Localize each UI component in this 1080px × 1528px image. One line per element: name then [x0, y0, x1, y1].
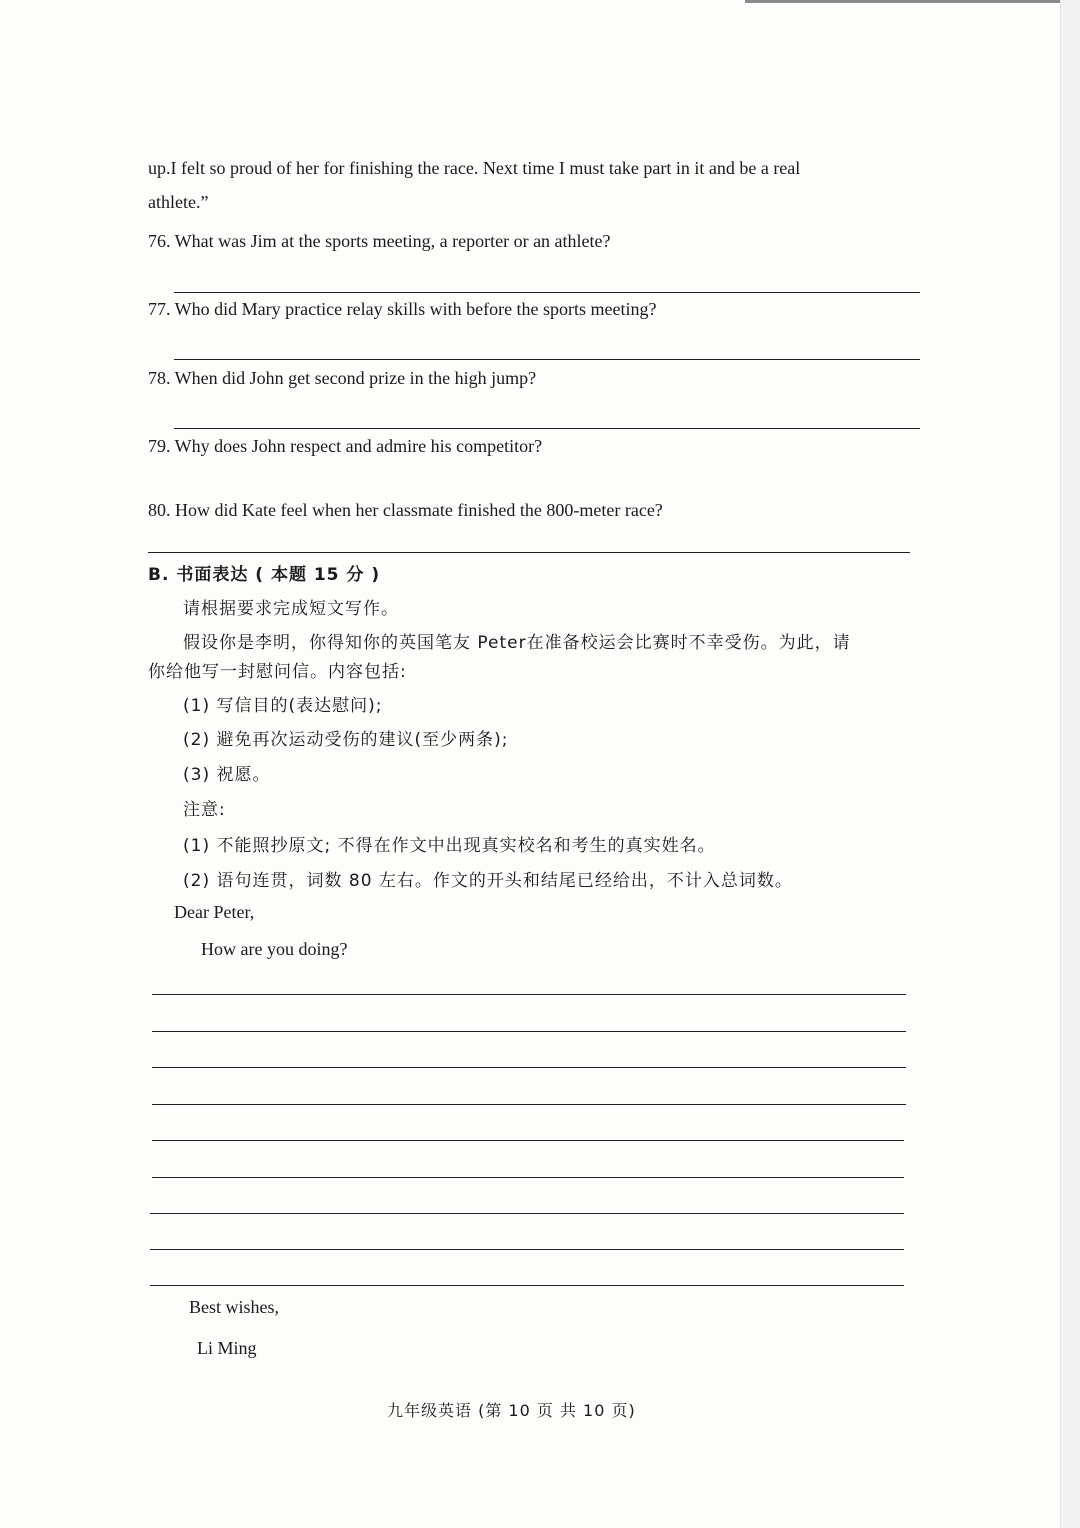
- writing-line[interactable]: [150, 1249, 904, 1250]
- page-footer: 九年级英语 (第 10 页 共 10 页): [387, 1401, 636, 1420]
- section-b-heading: B. 书面表达 ( 本题 15 分 ): [148, 565, 381, 585]
- scenario-line-2: 你给他写一封慰问信。内容包括:: [148, 662, 407, 682]
- content-point-3: (3) 祝愿。: [183, 765, 271, 785]
- question-80: 80. How did Kate feel when her classmate finished the 800-meter race?: [148, 500, 663, 520]
- writing-line[interactable]: [152, 1104, 906, 1105]
- answer-line-78[interactable]: [174, 428, 920, 429]
- letter-salutation: Dear Peter,: [174, 902, 255, 922]
- writing-line[interactable]: [152, 1031, 906, 1032]
- question-78: 78. When did John get second prize in the high jump?: [148, 368, 537, 388]
- letter-signature: Li Ming: [197, 1338, 257, 1358]
- answer-line-80[interactable]: [148, 552, 910, 553]
- writing-line[interactable]: [152, 1140, 904, 1141]
- question-76: 76. What was Jim at the sports meeting, a reporter or an athlete?: [148, 231, 611, 251]
- letter-closing: Best wishes,: [189, 1297, 279, 1317]
- note-2: (2) 语句连贯，词数 80 左右。作文的开头和结尾已经给出，不计入总词数。: [183, 871, 793, 891]
- scan-top-edge: [745, 0, 1060, 3]
- note-label: 注意:: [183, 800, 226, 820]
- content-point-1: (1) 写信目的(表达慰问);: [183, 696, 383, 716]
- note-1: (1) 不能照抄原文; 不得在作文中出现真实校名和考生的真实姓名。: [183, 836, 716, 856]
- content-point-2: (2) 避免再次运动受伤的建议(至少两条);: [183, 730, 509, 750]
- writing-line[interactable]: [150, 1213, 904, 1214]
- passage-line-2: athlete.”: [148, 192, 209, 212]
- question-79: 79. Why does John respect and admire his competitor?: [148, 436, 543, 456]
- writing-line[interactable]: [152, 1067, 906, 1068]
- letter-opening: How are you doing?: [201, 939, 348, 959]
- scenario-line-1: 假设你是李明，你得知你的英国笔友 Peter在准备校运会比赛时不幸受伤。为此，请: [183, 633, 851, 653]
- scan-right-edge: [1060, 0, 1080, 1528]
- answer-line-77[interactable]: [174, 359, 920, 360]
- writing-line[interactable]: [152, 1177, 904, 1178]
- writing-line[interactable]: [152, 994, 906, 995]
- writing-instruction: 请根据要求完成短文写作。: [183, 599, 399, 619]
- answer-line-76[interactable]: [174, 292, 920, 293]
- writing-line[interactable]: [150, 1285, 904, 1286]
- question-77: 77. Who did Mary practice relay skills with before the sports meeting?: [148, 299, 657, 319]
- passage-line-1: up.I felt so proud of her for finishing the race. Next time I must take part in it and be a real: [148, 158, 801, 178]
